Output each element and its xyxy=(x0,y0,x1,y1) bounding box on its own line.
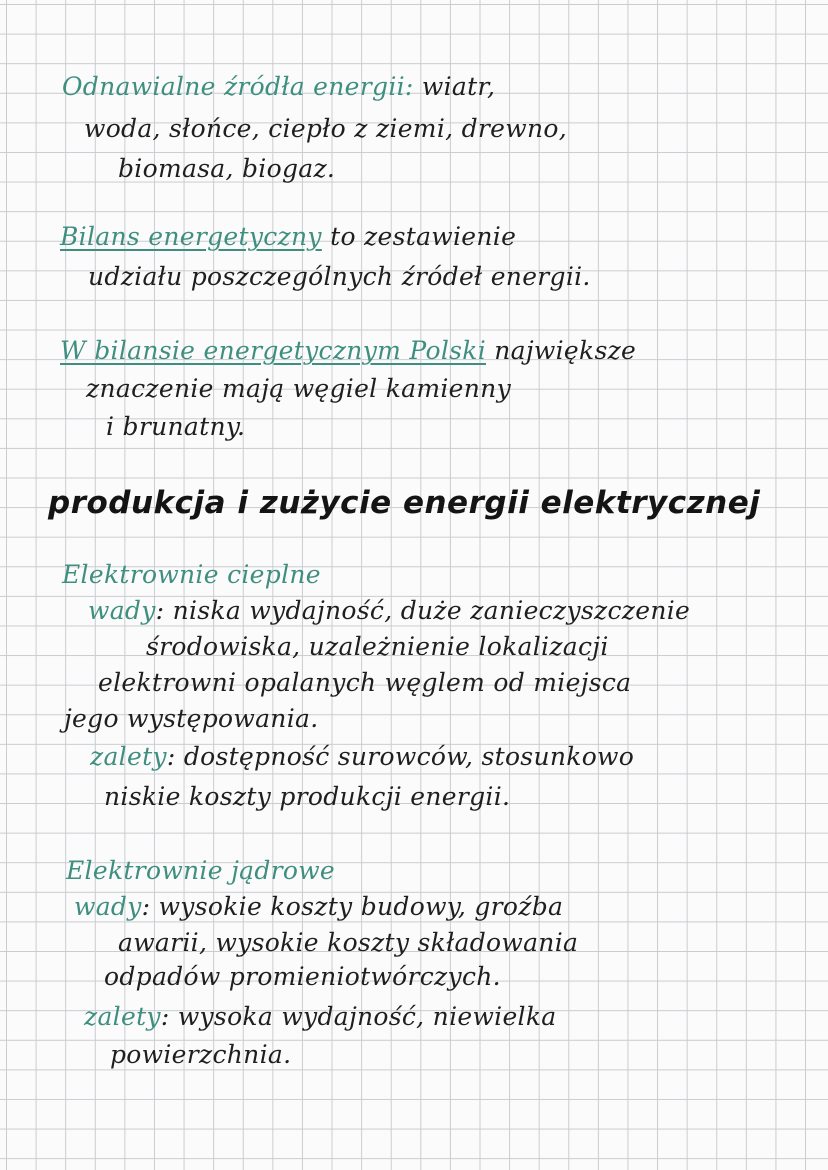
thermal-cons-line-2: środowiska, uzależnienie lokalizacji xyxy=(146,632,609,661)
poland-line-2: znaczenie mają węgiel kamienny xyxy=(86,374,512,403)
nuclear-pros-label: zalety xyxy=(84,1002,161,1031)
nuclear-cons-line-2: awarii, wysokie koszty składowania xyxy=(118,928,579,957)
thermal-cons-line-3: elektrowni opalanych węglem od miejsca xyxy=(98,668,632,697)
thermal-pros-line-1 xyxy=(90,742,634,772)
balance-text-1: to zestawienie xyxy=(330,222,517,251)
thermal-cons-label: wady xyxy=(88,596,156,625)
renewable-line-1 xyxy=(62,72,495,102)
renewable-heading: Odnawialne źródła energii: xyxy=(62,72,414,101)
nuclear-heading: Elektrownie jądrowe xyxy=(66,856,336,885)
balance-line-2: udziału poszczególnych źródeł energii. xyxy=(88,262,591,291)
thermal-pros-text-1: : dostępność surowców, stosunkowo xyxy=(166,742,635,771)
nuclear-cons-line-1 xyxy=(74,892,563,922)
balance-term: Bilans energetyczny xyxy=(60,222,322,251)
balance-line-1 xyxy=(60,222,516,252)
nuclear-cons-text-1: : wysokie koszty budowy, groźba xyxy=(141,892,564,921)
section-title: produkcja i zużycie energii elektrycznej xyxy=(48,485,761,521)
nuclear-pros-line-1 xyxy=(84,1002,557,1032)
thermal-cons-line-4: jego występowania. xyxy=(64,704,319,733)
thermal-pros-label: zalety xyxy=(90,742,167,771)
nuclear-cons-label: wady xyxy=(74,892,142,921)
thermal-cons-line-1 xyxy=(88,596,690,626)
renewable-line-3: biomasa, biogaz. xyxy=(118,154,336,183)
poland-line-3: i brunatny. xyxy=(106,412,246,441)
nuclear-pros-text-1: : wysoka wydajność, niewielka xyxy=(160,1002,557,1031)
renewable-line-2: woda, słońce, ciepło z ziemi, drewno, xyxy=(84,114,567,143)
nuclear-cons-line-3: odpadów promieniotwórczych. xyxy=(104,962,501,991)
poland-line-1 xyxy=(60,336,636,366)
thermal-heading: Elektrownie cieplne xyxy=(62,560,321,589)
thermal-pros-line-2: niskie koszty produkcji energii. xyxy=(104,782,511,811)
renewable-text-1: wiatr, xyxy=(421,72,496,101)
poland-lead: W bilansie energetycznym Polski xyxy=(60,336,486,365)
thermal-cons-text-1: : niska wydajność, duże zanieczyszczenie xyxy=(155,596,691,625)
poland-text-1: największe xyxy=(494,336,637,365)
nuclear-pros-line-2: powierzchnia. xyxy=(110,1040,292,1069)
